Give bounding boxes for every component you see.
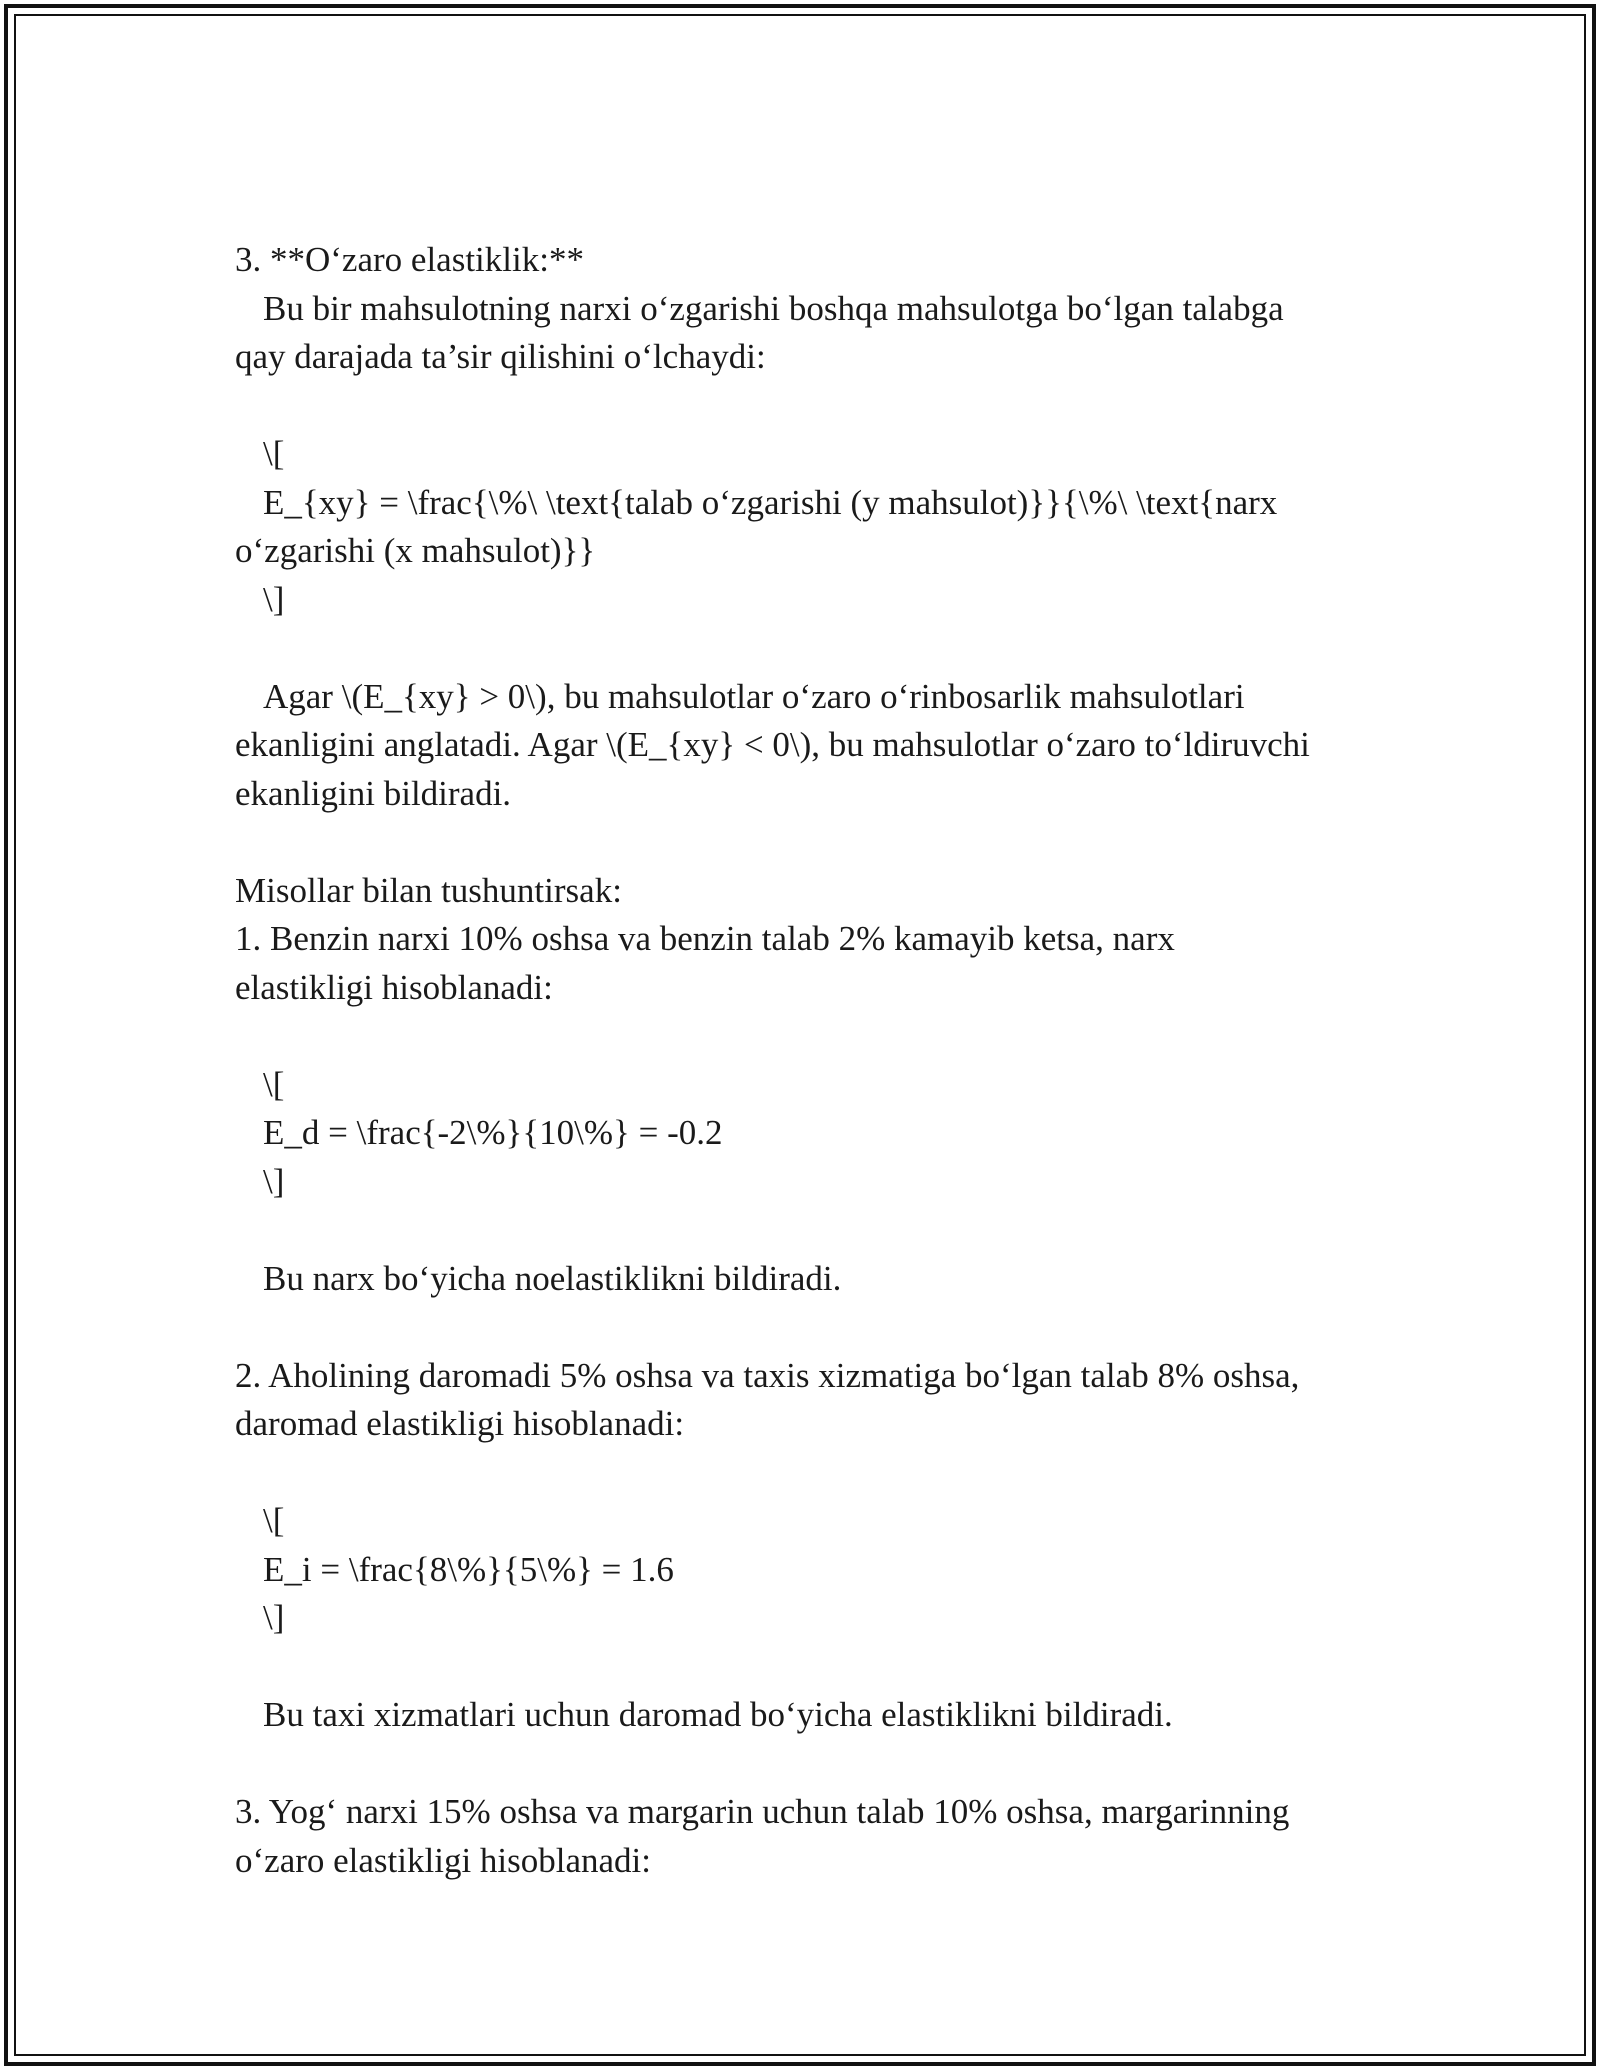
blank-line [235,818,1375,867]
formula-line: \] [263,1161,285,1201]
formula-line: o‘zgarishi (x mahsulot)}} [235,531,596,570]
blank-line [235,1740,1375,1789]
paragraph-line: Agar \(E_{xy} > 0\), bu mahsulotlar o‘zaro o‘rinbosarlik mahsulotlari [263,676,1245,716]
blank-line [235,1012,1375,1061]
paragraph-line: Misollar bilan tushuntirsak: [235,870,622,910]
blank-line [235,624,1375,673]
paragraph-line: Bu bir mahsulotning narxi o‘zgarishi boshqa mahsulotga bo‘lgan talabga [263,288,1284,328]
blank-line [235,1206,1375,1255]
list-item-line: daromad elastikligi hisoblanadi: [235,1404,685,1443]
list-item-line: 1. Benzin narxi 10% oshsa va benzin talab 2% kamayib ketsa, narx [235,919,1175,958]
formula-line: E_i = \frac{8\%}{5\%} = 1.6 [263,1549,674,1589]
paragraph-line: ekanligini bildiradi. [235,773,512,813]
section-heading: 3. **O‘zaro elastiklik:** [235,240,584,279]
formula-line: \[ [263,1064,285,1104]
list-item-line: 2. Aholining daromadi 5% oshsa va taxis xizmatiga bo‘lgan talab 8% oshsa, [235,1355,1300,1395]
paragraph-line: Bu taxi xizmatlari uchun daromad bo‘yicha elastiklikni bildiradi. [263,1695,1173,1734]
formula-line: E_{xy} = \frac{\%\ \text{talab o‘zgarishi (y mahsulot)}}{\%\ \text{narx [263,482,1278,522]
blank-line [235,1303,1375,1352]
blank-line [235,382,1375,431]
list-item-line: elastikligi hisoblanadi: [235,967,553,1007]
formula-line: \] [263,579,285,619]
blank-line [235,1449,1375,1498]
document-body [235,236,1375,1885]
formula-line: \[ [263,434,285,473]
list-item-line: 3. Yog‘ narxi 15% oshsa va margarin uchun talab 10% oshsa, margarinning [235,1792,1290,1831]
blank-line [235,1643,1375,1692]
paragraph-line: qay darajada ta’sir qilishini o‘lchaydi: [235,337,766,376]
formula-line: E_d = \frac{-2\%}{10\%} = -0.2 [263,1113,723,1152]
formula-line: \[ [263,1501,285,1540]
formula-line: \] [263,1598,285,1637]
list-item-line: o‘zaro elastikligi hisoblanadi: [235,1840,652,1880]
paragraph-line: Bu narx bo‘yicha noelastiklikni bildiradi. [263,1258,842,1298]
paragraph-line: ekanligini anglatadi. Agar \(E_{xy} < 0\), bu mahsulotlar o‘zaro to‘ldiruvchi [235,725,1310,764]
